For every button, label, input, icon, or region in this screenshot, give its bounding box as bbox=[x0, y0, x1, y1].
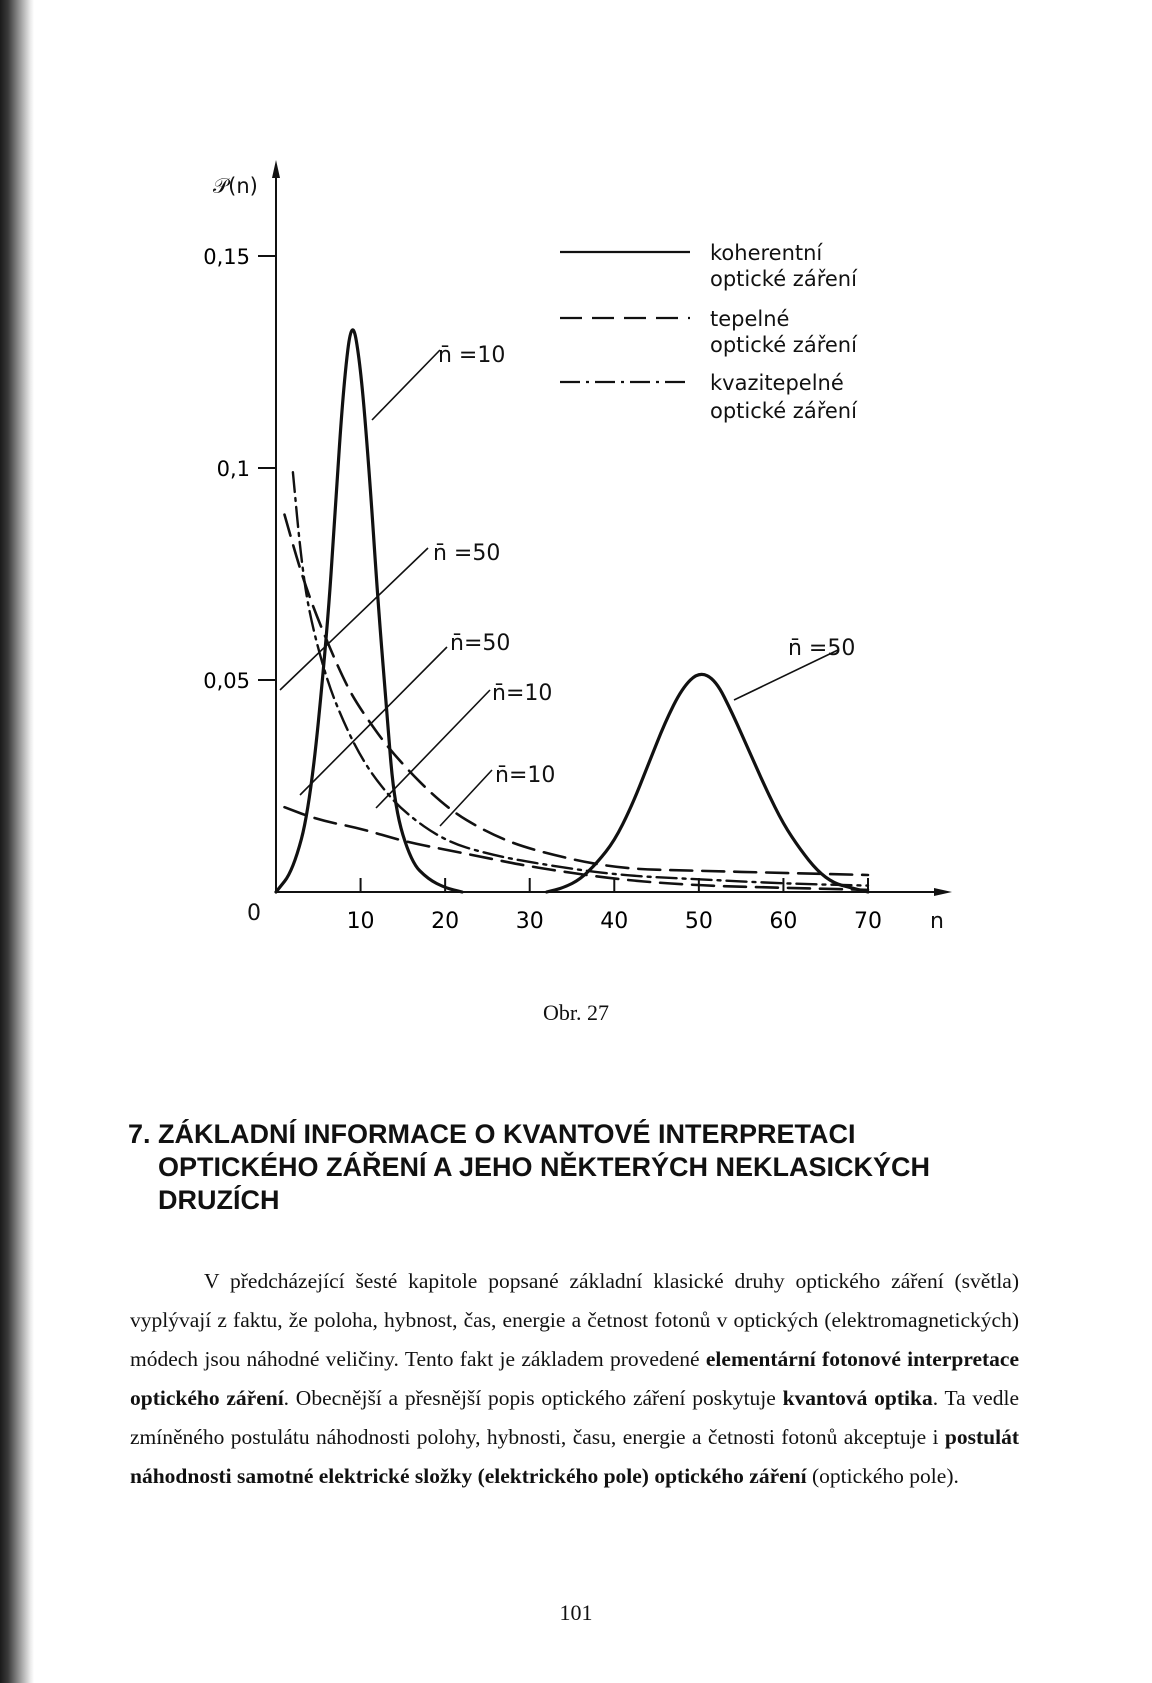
para-text-4: (optického pole). bbox=[806, 1464, 959, 1488]
series-line-solid-2 bbox=[547, 674, 868, 892]
chapter-heading bbox=[128, 1118, 1028, 1217]
legend-label-quasi-1: kvazitepelné bbox=[710, 371, 844, 395]
y-axis-arrow bbox=[272, 160, 280, 178]
body-paragraph bbox=[130, 1262, 1019, 1496]
heading-line-3: DRUZÍCH bbox=[158, 1185, 280, 1215]
x-tick-label: 60 bbox=[769, 909, 798, 934]
x-tick-label: 40 bbox=[600, 909, 629, 934]
annotation-coherent-50: n̄ =50 bbox=[788, 636, 856, 661]
x-origin-label: 0 bbox=[247, 901, 261, 926]
para-bold-1: elementární fotonové interpretace optického záření bbox=[130, 1347, 1020, 1410]
x-tick-label: 20 bbox=[431, 909, 460, 934]
figure-caption: Obr. 27 bbox=[543, 1000, 609, 1025]
heading-line-2: OPTICKÉHO ZÁŘENÍ A JEHO NĚKTERÝCH NEKLASICKÝCH bbox=[158, 1152, 931, 1182]
annotation-quasi-10: n̄=10 bbox=[495, 763, 556, 788]
x-tick-label: 10 bbox=[346, 909, 375, 934]
x-axis-arrow bbox=[934, 888, 952, 896]
x-tick-label: 30 bbox=[515, 909, 544, 934]
para-text-1: V předcházející šesté kapitole popsané základní klasické druhy optického záření (světla) vyplývají z faktu, že poloha, hybnost, čas, energie a četnost fotonů v optických (elektromagnetických) módech jsou náhodné veličiny. Tento fakt je základem provedené bbox=[130, 1269, 1019, 1371]
legend-label-coherent-2: optické záření bbox=[710, 267, 857, 291]
heading-line-1: 7. ZÁKLADNÍ INFORMACE O KVANTOVÉ INTERPRETACI bbox=[128, 1119, 856, 1149]
leader-quasi-10 bbox=[440, 770, 492, 826]
para-bold-3: postulát náhodnosti samotné elektrické složky (elektrického pole) optického záření bbox=[130, 1425, 1019, 1488]
para-text-2: . Obecnější a přesnější popis optického záření poskytuje bbox=[283, 1386, 783, 1410]
annotation-thermal-50: n̄ =50 bbox=[433, 541, 501, 566]
leader-coherent-10 bbox=[372, 350, 440, 420]
legend-label-coherent-1: koherentní bbox=[710, 241, 823, 265]
para-bold-2: kvantová optika bbox=[782, 1386, 933, 1410]
annotation-coherent-10: n̄ =10 bbox=[438, 343, 506, 368]
para-text-3: . Ta vedle zmíněného postulátu náhodnosti polohy, hybnosti, času, energie a četnosti fotonů akceptuje i bbox=[130, 1386, 1019, 1449]
y-axis-label: 𝒫(n) bbox=[213, 174, 258, 198]
series-line-dashdot-4 bbox=[293, 472, 868, 885]
series-line-solid-0 bbox=[276, 330, 462, 892]
legend-label-thermal-2: optické záření bbox=[710, 333, 857, 357]
x-tick-label: 70 bbox=[854, 909, 882, 934]
y-tick-label: 0,1 bbox=[216, 457, 250, 481]
x-axis-label: n bbox=[930, 909, 944, 934]
legend-label-thermal-1: tepelné bbox=[710, 307, 790, 331]
legend-label-quasi-2: optické záření bbox=[710, 399, 857, 423]
page-number: 101 bbox=[559, 1600, 593, 1625]
annotation-thermal-10: n̄=10 bbox=[492, 681, 553, 706]
y-tick-label: 0,15 bbox=[203, 245, 250, 269]
annotation-quasi-50: n̄=50 bbox=[450, 631, 511, 656]
y-tick-label: 0,05 bbox=[203, 669, 250, 693]
x-tick-label: 50 bbox=[684, 909, 713, 934]
legend bbox=[560, 241, 858, 423]
